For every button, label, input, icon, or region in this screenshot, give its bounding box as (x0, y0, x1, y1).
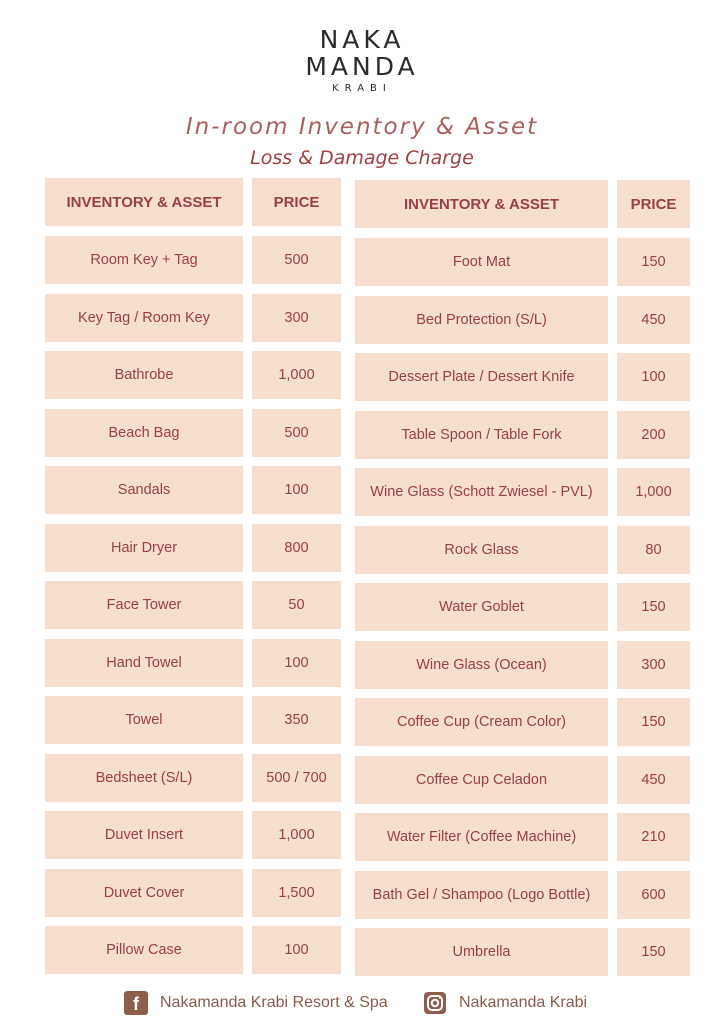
left-row-price: 100 (252, 639, 341, 687)
right-row-item: Water Filter (Coffee Machine) (355, 813, 608, 861)
logo-line-3: KRABI (332, 83, 392, 94)
footer-facebook[interactable] (124, 988, 388, 1018)
left-row-price: 300 (252, 294, 341, 342)
right-row-price: 150 (617, 698, 690, 746)
left-row-item: Bathrobe (45, 351, 243, 399)
facebook-label: Nakamanda Krabi Resort & Spa (160, 994, 388, 1011)
right-row-price: 600 (617, 871, 690, 919)
right-row-item: Bed Protection (S/L) (355, 296, 608, 344)
left-row-item: Room Key + Tag (45, 236, 243, 284)
instagram-label: Nakamanda Krabi (459, 994, 588, 1011)
right-row-price: 80 (617, 526, 690, 574)
right-row-item: Rock Glass (355, 526, 608, 574)
left-row-price: 100 (252, 466, 341, 514)
left-row-item: Sandals (45, 466, 243, 514)
right-row-item: Umbrella (355, 928, 608, 976)
right-row-item: Table Spoon / Table Fork (355, 411, 608, 459)
footer-instagram[interactable] (423, 988, 587, 1018)
left-row-item: Hair Dryer (45, 524, 243, 572)
left-row-price: 350 (252, 696, 341, 744)
right-row-price: 200 (617, 411, 690, 459)
left-row-price: 500 (252, 236, 341, 284)
left-header-price: PRICE (252, 178, 341, 226)
right-row-price: 1,000 (617, 468, 690, 516)
page-title: In-room Inventory & Asset (185, 114, 539, 140)
left-row-item: Pillow Case (45, 926, 243, 974)
right-row-item: Coffee Cup (Cream Color) (355, 698, 608, 746)
right-row-item: Coffee Cup Celadon (355, 756, 608, 804)
logo (0, 26, 724, 94)
right-row-price: 100 (617, 353, 690, 401)
left-row-price: 1,500 (252, 869, 341, 917)
right-row-price: 300 (617, 641, 690, 689)
left-row-price: 50 (252, 581, 341, 629)
right-row-price: 450 (617, 296, 690, 344)
right-row-price: 450 (617, 756, 690, 804)
right-row-item: Foot Mat (355, 238, 608, 286)
left-row-item: Towel (45, 696, 243, 744)
right-row-price: 150 (617, 238, 690, 286)
right-row-item: Bath Gel / Shampoo (Logo Bottle) (355, 871, 608, 919)
left-row-price: 500 / 700 (252, 754, 341, 802)
instagram-icon (423, 991, 447, 1015)
left-row-item: Bedsheet (S/L) (45, 754, 243, 802)
left-row-item: Duvet Insert (45, 811, 243, 859)
right-header-price: PRICE (617, 180, 690, 228)
right-row-price: 210 (617, 813, 690, 861)
right-row-price: 150 (617, 928, 690, 976)
right-row-item: Water Goblet (355, 583, 608, 631)
left-row-item: Beach Bag (45, 409, 243, 457)
left-row-item: Face Tower (45, 581, 243, 629)
left-row-price: 500 (252, 409, 341, 457)
left-header-item: INVENTORY & ASSET (45, 178, 243, 226)
left-row-item: Hand Towel (45, 639, 243, 687)
right-row-price: 150 (617, 583, 690, 631)
left-row-price: 100 (252, 926, 341, 974)
right-row-item: Wine Glass (Schott Zwiesel - PVL) (355, 468, 608, 516)
right-row-item: Wine Glass (Ocean) (355, 641, 608, 689)
left-row-price: 1,000 (252, 811, 341, 859)
right-row-item: Dessert Plate / Dessert Knife (355, 353, 608, 401)
left-row-price: 1,000 (252, 351, 341, 399)
left-row-item: Key Tag / Room Key (45, 294, 243, 342)
page-subtitle: Loss & Damage Charge (250, 147, 474, 169)
right-header-item: INVENTORY & ASSET (355, 180, 608, 228)
logo-line-1: NAKA (319, 25, 405, 54)
left-row-price: 800 (252, 524, 341, 572)
logo-line-2: MANDA (305, 52, 419, 81)
left-row-item: Duvet Cover (45, 869, 243, 917)
facebook-icon: f (124, 991, 148, 1015)
